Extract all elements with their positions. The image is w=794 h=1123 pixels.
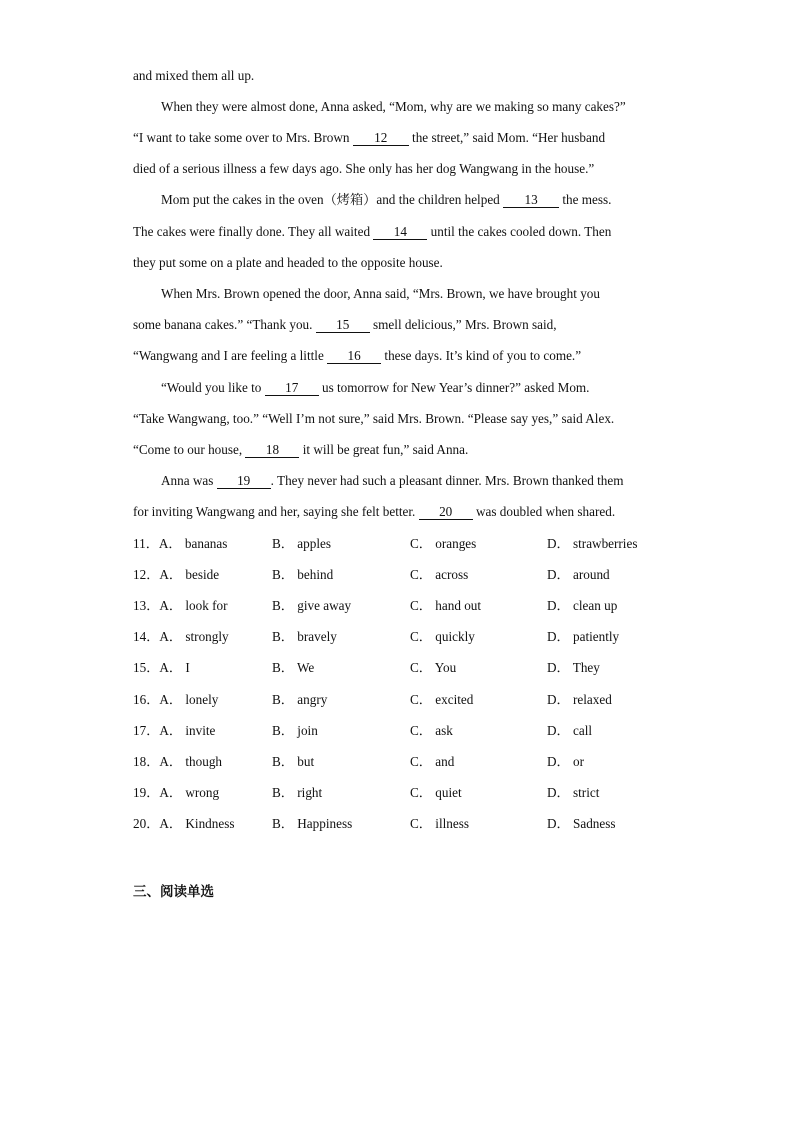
option-b: B． We (272, 660, 315, 675)
passage-text: “I want to take some over to Mrs. Brown (133, 130, 350, 145)
passage-text: was doubled when shared. (475, 504, 616, 519)
passage-text: the mess. (562, 192, 612, 207)
option-b: B． right (272, 785, 323, 800)
passage-line (133, 503, 615, 521)
blank-19: 19 (217, 473, 271, 489)
option-c: C． illness (410, 816, 469, 831)
option-d: D． or (547, 754, 584, 769)
question-label: 13．A． look for (133, 598, 228, 613)
option-c: C． oranges (410, 536, 477, 551)
option-b: B． Happiness (272, 816, 353, 831)
option-c: C． across (410, 567, 469, 582)
passage-text: The cakes were finally done. They all waited (133, 224, 371, 239)
passage-text: “Wangwang and I are feeling a little (133, 348, 324, 363)
option-d: D． call (547, 723, 593, 738)
passage-text: for inviting Wangwang and her, saying she felt better. (133, 504, 416, 519)
question-label: 14．A． strongly (133, 629, 229, 644)
question-label: 20．A． Kindness (133, 816, 235, 831)
passage-line (161, 472, 623, 490)
question-label: 18．A． though (133, 754, 223, 769)
option-b: B． apples (272, 536, 331, 551)
section-title: 三、阅读单选 (133, 884, 214, 900)
option-b: B． bravely (272, 629, 337, 644)
option-d: D． relaxed (547, 692, 612, 707)
passage-text: smell delicious,” Mrs. Brown said, (373, 317, 557, 332)
passage-line (161, 379, 589, 397)
passage-text: it will be great fun,” said Anna. (302, 442, 469, 457)
option-d: D． clean up (547, 598, 618, 613)
option-c: C． hand out (410, 598, 482, 613)
option-d: D． They (547, 660, 600, 675)
passage-text: “Would you like to (161, 380, 262, 395)
passage-text: . They never had such a pleasant dinner. Mrs. Brown thanked them (270, 473, 624, 488)
blank-16: 16 (327, 348, 381, 364)
option-d: D． patiently (547, 629, 620, 644)
option-c: C． ask (410, 723, 453, 738)
passage-line (133, 223, 611, 241)
passage-line: “Take Wangwang, too.” “Well I’m not sure,” said Mrs. Brown. “Please say yes,” said Alex. (133, 411, 615, 426)
passage-line: they put some on a plate and headed to the opposite house. (133, 255, 443, 270)
blank-13: 13 (503, 192, 559, 208)
option-c: C． You (410, 660, 457, 675)
passage-text: Anna was (161, 473, 214, 488)
blank-14: 14 (373, 224, 427, 240)
option-d: D． strict (547, 785, 600, 800)
option-c: C． excited (410, 692, 474, 707)
question-label: 15．A． I (133, 660, 190, 675)
question-label: 19．A． wrong (133, 785, 220, 800)
option-b: B． give away (272, 598, 352, 613)
option-c: C． quickly (410, 629, 475, 644)
option-b: B． but (272, 754, 315, 769)
blank-15: 15 (316, 317, 370, 333)
option-b: B． join (272, 723, 318, 738)
passage-text: Mom put the cakes in the oven（烤箱）and the children helped (161, 192, 500, 207)
blank-12: 12 (353, 130, 409, 146)
passage-line (161, 191, 611, 209)
passage-text: “Come to our house, (133, 442, 243, 457)
passage-line: When Mrs. Brown opened the door, Anna said, “Mrs. Brown, we have brought you (161, 286, 600, 301)
option-c: C． and (410, 754, 455, 769)
passage-text: us tomorrow for New Year’s dinner?” asked Mom. (322, 380, 590, 395)
passage-text: these days. It’s kind of you to come.” (384, 348, 582, 363)
option-d: D． Sadness (547, 816, 616, 831)
passage-line (133, 347, 581, 365)
passage-line (133, 316, 557, 334)
passage-line: and mixed them all up. (133, 68, 255, 83)
question-label: 11．A． bananas (133, 536, 228, 551)
question-label: 17．A． invite (133, 723, 216, 738)
option-b: B． behind (272, 567, 334, 582)
blank-18: 18 (245, 442, 299, 458)
blank-20: 20 (419, 504, 473, 520)
passage-text: some banana cakes.” “Thank you. (133, 317, 313, 332)
passage-text: until the cakes cooled down. Then (430, 224, 612, 239)
option-b: B． angry (272, 692, 328, 707)
question-label: 16．A． lonely (133, 692, 219, 707)
passage-line (133, 129, 605, 147)
passage-line: When they were almost done, Anna asked, “Mom, why are we making so many cakes?” (161, 99, 626, 114)
passage-line (133, 441, 468, 459)
question-label: 12．A． beside (133, 567, 220, 582)
passage-text: the street,” said Mom. “Her husband (412, 130, 606, 145)
option-d: D． strawberries (547, 536, 638, 551)
option-d: D． around (547, 567, 610, 582)
option-c: C． quiet (410, 785, 462, 800)
blank-17: 17 (265, 380, 319, 396)
passage-line: died of a serious illness a few days ago. She only has her dog Wangwang in the house.” (133, 161, 595, 176)
